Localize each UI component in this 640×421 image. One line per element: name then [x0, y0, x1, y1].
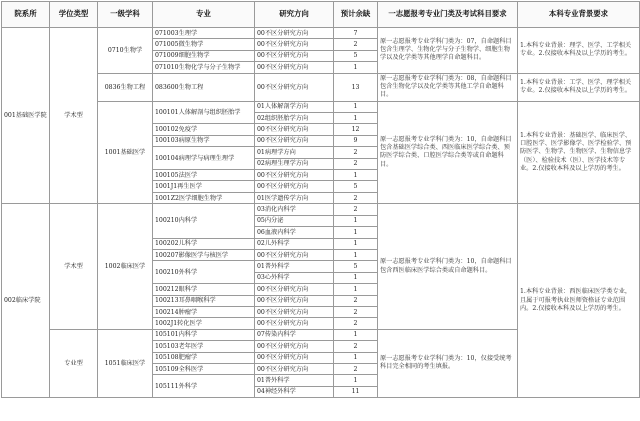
- direction-cell: 01普外科学: [255, 261, 334, 272]
- vacancy-cell: 12: [334, 124, 378, 135]
- table-row: [2, 73, 640, 101]
- background-cell: 1.本科专业背景：西医临床医学类专业，且属于可报考执业医师资格证专业范围内。2.仅接收本科及以上学历的考生。: [518, 204, 640, 398]
- direction-cell: 01病理学方向: [255, 147, 334, 158]
- discipline-cell: 0710生物学: [98, 28, 153, 74]
- school-cell: 001基础医学院: [2, 28, 50, 204]
- direction-cell: 00不区分研究方向: [255, 363, 334, 374]
- col-header-major: 专业: [153, 2, 255, 28]
- table-row: [2, 204, 640, 215]
- major-cell: 100207影像医学与核医学: [153, 249, 255, 260]
- vacancy-cell: 1: [334, 101, 378, 112]
- background-cell: 1.本科专业背景：理学、医学、工学相关专业。2.仅接收本科及以上学历的考生。: [518, 28, 640, 74]
- direction-cell: 06血液内科学: [255, 227, 334, 238]
- direction-cell: 02组织胚胎学方向: [255, 113, 334, 124]
- major-cell: 071009细胞生物学: [153, 50, 255, 61]
- vacancy-cell: 1: [334, 215, 378, 226]
- vacancy-cell: 2: [334, 158, 378, 169]
- direction-cell: 00不区分研究方向: [255, 73, 334, 101]
- major-cell: 100210内科学: [153, 204, 255, 238]
- vacancy-cell: 11: [334, 386, 378, 397]
- vacancy-cell: 2: [334, 295, 378, 306]
- major-cell: 100214肿瘤学: [153, 306, 255, 317]
- discipline-cell: 1051临床医学: [98, 329, 153, 397]
- vacancy-cell: 1: [334, 272, 378, 283]
- major-cell: 100213耳鼻咽喉科学: [153, 295, 255, 306]
- col-header-degree: 学位类型: [50, 2, 98, 28]
- direction-cell: 00不区分研究方向: [255, 39, 334, 50]
- discipline-cell: 0836生物工程: [98, 73, 153, 101]
- direction-cell: 02儿外科学: [255, 238, 334, 249]
- degree-cell: 学术型: [50, 204, 98, 329]
- background-cell: 1.本科专业背景：工学、医学、理学相关专业。2.仅接收本科及以上学历的考生。: [518, 73, 640, 101]
- vacancy-cell: 13: [334, 73, 378, 101]
- header-row: [2, 2, 640, 28]
- direction-cell: 00不区分研究方向: [255, 181, 334, 192]
- vacancy-cell: 1: [334, 375, 378, 386]
- major-cell: 100104病理学与病理生理学: [153, 147, 255, 170]
- vacancy-cell: 5: [334, 261, 378, 272]
- major-cell: 100103病原生物学: [153, 135, 255, 146]
- col-header-vacancies: 预计余缺: [334, 2, 378, 28]
- direction-cell: 00不区分研究方向: [255, 62, 334, 73]
- major-cell: 105108肥瘤学: [153, 352, 255, 363]
- vacancy-cell: 1: [334, 62, 378, 73]
- requirement-cell: 原一志愿报考专业学科门类为：10，仅接受统考科目完全相同的考生填报。: [378, 329, 518, 397]
- direction-cell: 05内分泌: [255, 215, 334, 226]
- major-cell: 100105法医学: [153, 170, 255, 181]
- direction-cell: 00不区分研究方向: [255, 50, 334, 61]
- col-header-discipline: 一级学科: [98, 2, 153, 28]
- vacancy-cell: 1: [334, 238, 378, 249]
- vacancy-cell: 1: [334, 329, 378, 340]
- col-header-background: 本科专业背景要求: [518, 2, 640, 28]
- major-cell: 100210外科学: [153, 261, 255, 284]
- discipline-cell: 1002临床医学: [98, 204, 153, 329]
- vacancy-cell: 2: [334, 147, 378, 158]
- direction-cell: 00不区分研究方向: [255, 28, 334, 39]
- direction-cell: 00不区分研究方向: [255, 284, 334, 295]
- direction-cell: 00不区分研究方向: [255, 135, 334, 146]
- major-cell: 105103老年医学: [153, 341, 255, 352]
- major-cell: 1001J1再生医学: [153, 181, 255, 192]
- requirement-cell: 原一志愿报考专业学科门类为：08，自命题科目包含生物化学以及化学类等其他工学自命题科目。: [378, 73, 518, 101]
- vacancy-cell: 5: [334, 50, 378, 61]
- direction-cell: 02病理生理学方向: [255, 158, 334, 169]
- vacancy-cell: 5: [334, 181, 378, 192]
- vacancy-cell: 2: [334, 39, 378, 50]
- major-cell: 105111外科学: [153, 375, 255, 398]
- major-cell: 105109全科医学: [153, 363, 255, 374]
- vacancy-cell: 2: [334, 318, 378, 329]
- major-cell: 100202儿科学: [153, 238, 255, 249]
- degree-cell: 专业型: [50, 329, 98, 397]
- vacancy-cell: 2: [334, 363, 378, 374]
- col-header-direction: 研究方向: [255, 2, 334, 28]
- school-cell: 002临床学院: [2, 204, 50, 398]
- vacancy-cell: 1: [334, 249, 378, 260]
- direction-cell: 00不区分研究方向: [255, 170, 334, 181]
- direction-cell: 01医学遗传学方向: [255, 192, 334, 203]
- direction-cell: 00不区分研究方向: [255, 341, 334, 352]
- col-header-requirements: 一志愿报考专业门类及考试科目要求: [378, 2, 518, 28]
- background-cell: 1.本科专业背景：基础医学、临床医学、口腔医学、医学影像学、医学检验学、预防医学、生物学、生物医学、生物信息学（医）、检验技术（医）、医学技术等专业。2.仅接收本科及以上学历的考生。: [518, 101, 640, 204]
- vacancy-cell: 1: [334, 113, 378, 124]
- major-cell: 105101内科学: [153, 329, 255, 340]
- vacancy-cell: 2: [334, 204, 378, 215]
- vacancy-cell: 1: [334, 284, 378, 295]
- direction-cell: 04神经外科学: [255, 386, 334, 397]
- direction-cell: 01人体解剖学方向: [255, 101, 334, 112]
- table-row: [2, 28, 640, 39]
- direction-cell: 00不区分研究方向: [255, 295, 334, 306]
- degree-cell: 学术型: [50, 28, 98, 204]
- direction-cell: 03心外科学: [255, 272, 334, 283]
- major-cell: 1002J1转化医学: [153, 318, 255, 329]
- vacancy-cell: 1: [334, 352, 378, 363]
- col-header-school: 院系所: [2, 2, 50, 28]
- major-cell: 1001Z2医学细胞生物学: [153, 192, 255, 203]
- vacancy-cell: 7: [334, 28, 378, 39]
- direction-cell: 03消化内科学: [255, 204, 334, 215]
- vacancy-cell: 1: [334, 170, 378, 181]
- direction-cell: 00不区分研究方向: [255, 306, 334, 317]
- direction-cell: 01普外科学: [255, 375, 334, 386]
- vacancy-cell: 1: [334, 227, 378, 238]
- major-cell: 100101人体解剖与组织胚胎学: [153, 101, 255, 124]
- page: [1, 1, 639, 419]
- table-row: [2, 101, 640, 112]
- direction-cell: 00不区分研究方向: [255, 352, 334, 363]
- discipline-cell: 1001基础医学: [98, 101, 153, 204]
- vacancy-cell: 9: [334, 135, 378, 146]
- major-cell: 083600生物工程: [153, 73, 255, 101]
- vacancy-cell: 2: [334, 306, 378, 317]
- requirement-cell: 原一志愿报考专业学科门类为：07，自命题科目包含生理学、生物化学与分子生物学、细胞生物学以及化学类等其他理学自命题科目。: [378, 28, 518, 74]
- major-cell: 071003生理学: [153, 28, 255, 39]
- vacancy-cell: 2: [334, 192, 378, 203]
- direction-cell: 07传染内科学: [255, 329, 334, 340]
- direction-cell: 00不区分研究方向: [255, 124, 334, 135]
- major-cell: 071010生物化学与分子生物学: [153, 62, 255, 73]
- vacancy-cell: 2: [334, 341, 378, 352]
- direction-cell: 00不区分研究方向: [255, 318, 334, 329]
- requirement-cell: 原一志愿报考专业学科门类为：10，自命题科目包含西医临床医学综合类或自命题科目。: [378, 204, 518, 329]
- requirement-cell: 原一志愿报考专业学科门类为：10，自命题科目包含基础医学综合类、西医临床医学综合类、预防医学综合类、口腔医学综合类等或自命题科目。: [378, 101, 518, 204]
- major-cell: 100212眼科学: [153, 284, 255, 295]
- major-cell: 100102免疫学: [153, 124, 255, 135]
- direction-cell: 00不区分研究方向: [255, 249, 334, 260]
- admissions-table: [1, 1, 640, 398]
- major-cell: 071005微生物学: [153, 39, 255, 50]
